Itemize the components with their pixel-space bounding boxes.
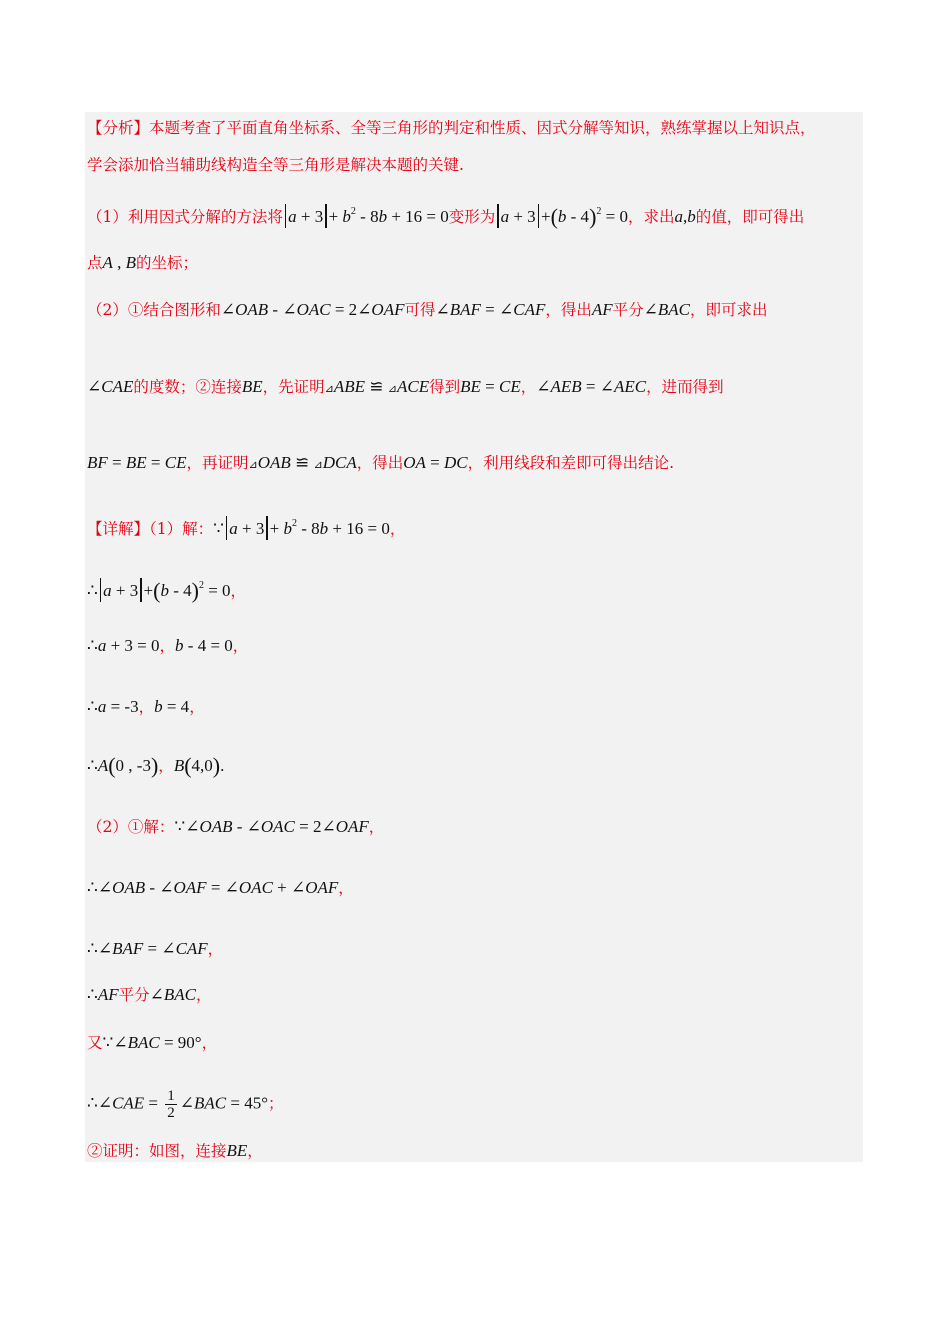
detail-line-5: ∴A(0 , -3)，B(4,0). <box>87 753 225 778</box>
analysis-text-2: 学会添加恰当辅助线构造全等三角形是解决本题的关键. <box>87 156 464 174</box>
analysis-line-1 <box>87 118 816 138</box>
detail-line-1: 【详解】（1）解：∵ $a + 3 + b^2 - 8b + 16 = 0$， <box>87 518 406 538</box>
analysis-text-1: 本题考查了平面直角坐标系、全等三角形的判定和性质、因式分解等知识，熟练掌握以上知识点， <box>149 119 816 137</box>
detail-line-12: ②证明：如图，连接BE， <box>87 1141 263 1160</box>
detail-line-11: ∴∠CAE = $\frac{1}{2}$ ∠BAC = 45°； <box>87 1088 284 1121</box>
detail-line-9: ∴AF平分∠BAC， <box>87 985 212 1004</box>
detail-line-10: 又∵∠BAC = 90°， <box>87 1033 218 1052</box>
analysis-step-2-cont-1: ∠CAE的度数；②连接BE，先证明⊿ABE ≌ ⊿ACE得到BE = CE，∠AEB = ∠AEC，进而得到 <box>87 377 724 396</box>
analysis-step-2: （2）①结合图形和∠OAB - ∠OAC = 2∠OAF可得∠BAF = ∠CAF，得出AF平分∠BAC，即可求出 <box>87 300 768 319</box>
detail-line-2: ∴ a + 3 +(b - 4)$^2$ = 0， <box>87 578 247 603</box>
analysis-line-2 <box>87 155 464 175</box>
analysis-step-1: （1）利用因式分解的方法将 $a + 3 + b^2 - 8b + 16 = 0$变形为 a + 3 +(b - 4)$^2$ = 0，求出a,b的值，即可得出 <box>87 204 805 229</box>
detail-line-7: ∴∠OAB - ∠OAF = ∠OAC + ∠OAF， <box>87 878 354 897</box>
analysis-step-1-cont: 点A , B的坐标； <box>87 253 199 272</box>
detail-line-8: ∴∠BAF = ∠CAF， <box>87 939 224 958</box>
analysis-tag: 【分析】 <box>87 119 150 137</box>
analysis-step-2-cont-2: BF = BE = CE，再证明⊿OAB ≌ ⊿DCA，得出OA = DC，利用线段和差即可得出结论. <box>87 453 675 472</box>
detail-line-3: ∴a + 3 = 0，b - 4 = 0， <box>87 636 249 655</box>
detail-line-4: ∴a = -3，b = 4， <box>87 697 205 716</box>
detail-line-6: （2）①解：∵∠OAB - ∠OAC = 2∠OAF， <box>87 817 385 836</box>
